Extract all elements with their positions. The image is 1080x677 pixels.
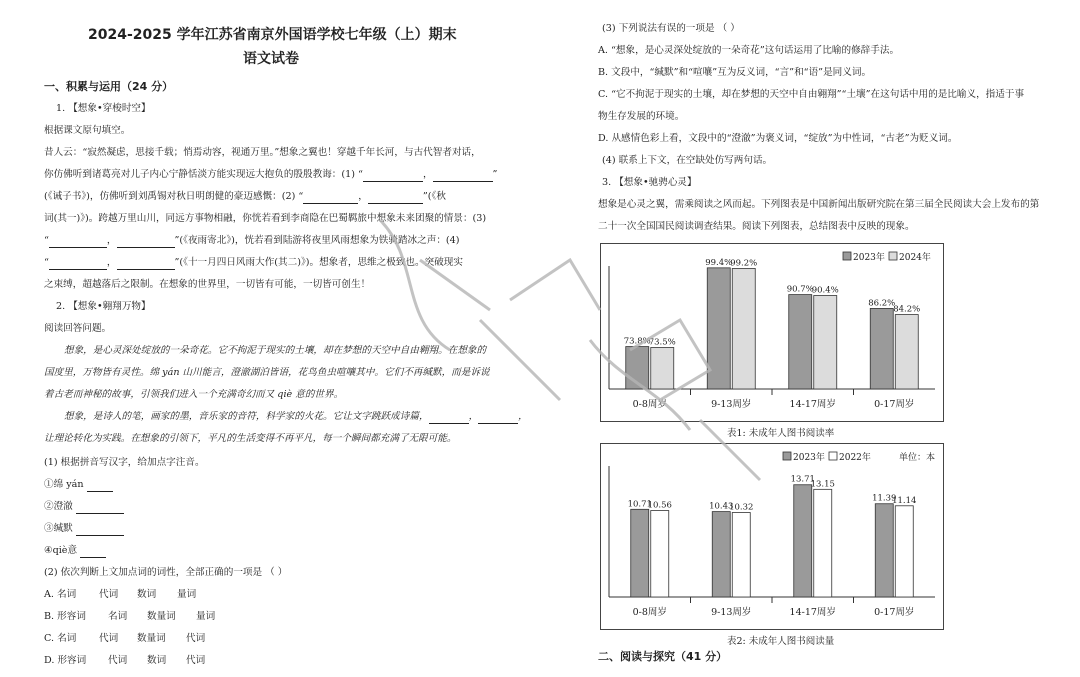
passage-text: 想象，是诗人的笔，画家的墨，音乐家的音符，科学家的火花。它让文字跳跃成诗篇， xyxy=(64,411,429,422)
bar xyxy=(814,296,837,389)
fill-item xyxy=(44,522,124,536)
fill-label: ③缄默 xyxy=(44,523,73,534)
fill-label: ①绵 yán xyxy=(44,479,84,490)
data-label: 99.2% xyxy=(730,258,758,269)
unit-label: 单位：本 xyxy=(898,453,935,463)
section-2-heading: 二、阅读与探究（41 分） xyxy=(598,650,728,663)
answer-blank[interactable] xyxy=(363,171,423,182)
data-label: 73.8% xyxy=(623,336,651,347)
bar xyxy=(789,295,812,389)
option-line[interactable]: D. 从感情色彩上看，文段中的“澄澈”为褒义词，“绽放”为中性词，“古老”为贬义词。 xyxy=(598,133,958,144)
q3-text: 想象是心灵之翼，需乘阅读之风而起。下列图表是中国新闻出版研究院在第三届全民阅读大会上发布的第 xyxy=(598,199,1040,210)
answer-blank[interactable] xyxy=(87,481,113,492)
data-label: 13.71 xyxy=(790,474,815,485)
exam-title: 2024-2025 学年江苏省南京外国语学校七年级（上）期末 xyxy=(88,27,457,43)
option-cell: C. 名词 xyxy=(44,633,77,644)
passage-line: 想象，是诗人的笔，画家的墨，音乐家的音符，科学家的火花。它让文字跳跃成诗篇， ， ， xyxy=(64,411,528,422)
option-cell: 数量词 xyxy=(137,633,166,644)
x-tick-label: 0-17周岁 xyxy=(874,399,915,410)
passage-line: 着古老而神秘的故事，引领我们进入一个充满奇幻而又 qiè 意的世界。 xyxy=(44,389,344,400)
option-row[interactable] xyxy=(44,632,206,646)
chart-1 xyxy=(600,243,944,422)
legend-label: 2024年 xyxy=(899,253,931,263)
x-tick-label: 0-17周岁 xyxy=(874,607,915,618)
bar xyxy=(875,504,893,597)
option-cell: 代词 xyxy=(108,655,128,666)
option-cell: 代词 xyxy=(99,633,119,644)
data-label: 90.4% xyxy=(811,285,839,296)
answer-blank[interactable] xyxy=(429,413,469,424)
answer-blank[interactable] xyxy=(76,525,124,536)
q2-sub2: (2) 依次判断上文加点词的词性，全部正确的一项是 （ ） xyxy=(44,567,288,578)
q3-text: 二十一次全国国民阅读调查结果。阅读下列图表，总结图表中反映的现象。 xyxy=(598,221,915,232)
answer-blank[interactable] xyxy=(76,503,124,514)
bar xyxy=(732,268,755,389)
option-row[interactable] xyxy=(44,588,197,602)
option-line: 物生存发展的环境。 xyxy=(598,111,685,122)
bar xyxy=(651,511,669,597)
fill-item xyxy=(44,544,106,558)
option-cell: A. 名词 xyxy=(44,589,77,600)
option-cell: 代词 xyxy=(186,655,206,666)
bar xyxy=(794,485,812,597)
x-tick-label: 0-8周岁 xyxy=(632,399,667,410)
q3-label: 3. 【想象•驰骋心灵】 xyxy=(602,177,697,188)
answer-blank[interactable] xyxy=(49,259,107,270)
legend-swatch xyxy=(889,252,897,260)
legend-label: 2023年 xyxy=(793,453,825,463)
q1-line: 词(其一)》)。跨越万里山川，同远方事物相融，你恍若看到李商隐在巴蜀羁旅中想象未来团聚的情景：(3) xyxy=(44,213,487,224)
q2-label: 2. 【想象•翱翔万物】 xyxy=(56,301,151,312)
data-label: 13.15 xyxy=(810,479,835,490)
q1-line-text: (《秋 xyxy=(427,191,446,202)
chart-2-svg xyxy=(601,444,943,629)
q1-line: (《诫子书》)，仿佛听到刘禹锡对秋日明朗健的豪迈感慨：(2) “ ， ”(《秋 xyxy=(44,191,446,202)
answer-blank[interactable] xyxy=(49,237,107,248)
q2-sub1: (1) 根据拼音写汉字，给加点字注音。 xyxy=(44,457,205,468)
chart-1-svg xyxy=(601,244,943,421)
q2-sub4: (4) 联系上下文，在空缺处仿写两句话。 xyxy=(602,155,773,166)
bar xyxy=(712,512,730,597)
answer-blank[interactable] xyxy=(433,171,493,182)
option-cell: 量词 xyxy=(196,611,216,622)
data-label: 90.7% xyxy=(786,284,814,295)
legend-swatch xyxy=(843,252,851,260)
q1-line-text: (《诫子书》)，仿佛听到刘禹锡对秋日明朗健的豪迈感慨：(2) “ xyxy=(44,191,304,202)
fill-label: ②澄澈 xyxy=(44,501,73,512)
data-label: 10.56 xyxy=(647,500,672,511)
right-page xyxy=(540,0,1080,677)
q1-line: “ ， ”(《十一月四日风雨大作(其二)》)。想象者，思维之极致也。突破现实 xyxy=(44,257,463,268)
fill-label: ④qiè意 xyxy=(44,545,78,556)
option-cell: 数量词 xyxy=(147,611,176,622)
x-tick-label: 14-17周岁 xyxy=(789,607,836,618)
option-row[interactable] xyxy=(44,610,216,624)
q1-line: “ ， ”(《夜雨寄北》)，恍若看到陆游将夜里风雨想象为铁骑踏冰之声：(4) xyxy=(44,235,460,246)
data-label: 10.43 xyxy=(709,501,734,512)
answer-blank[interactable] xyxy=(368,193,423,204)
fill-item xyxy=(44,500,124,514)
data-label: 86.2% xyxy=(868,298,896,309)
option-cell: 数词 xyxy=(147,655,167,666)
option-line[interactable]: B. 文段中，“缄默”和“喧嚷”互为反义词，“言”和“语”是同义词。 xyxy=(598,67,872,78)
option-cell: 量词 xyxy=(177,589,197,600)
q1-line-text: (《十一月四日风雨大作(其二)》)。想象者，思维之极致也。突破现实 xyxy=(179,257,463,268)
data-label: 73.5% xyxy=(648,337,676,348)
bar xyxy=(895,315,918,389)
chart-2-caption: 表2: 未成年人图书阅读量 xyxy=(727,636,835,647)
answer-blank[interactable] xyxy=(117,259,175,270)
legend-label: 2023年 xyxy=(853,253,885,263)
answer-blank[interactable] xyxy=(80,547,106,558)
bar xyxy=(814,489,832,597)
exam-subtitle: 语文试卷 xyxy=(243,51,299,67)
bar xyxy=(626,347,649,389)
bar xyxy=(895,506,913,597)
option-cell: 名词 xyxy=(108,611,128,622)
answer-blank[interactable] xyxy=(303,193,358,204)
option-cell: 代词 xyxy=(99,589,119,600)
data-label: 84.2% xyxy=(893,304,921,315)
fill-item xyxy=(44,478,113,492)
legend-label: 2022年 xyxy=(839,453,871,463)
data-label: 11.14 xyxy=(892,495,917,506)
option-cell: B. 形容词 xyxy=(44,611,86,622)
legend-swatch xyxy=(783,452,791,460)
q1-line-text: (《夜雨寄北》)，恍若看到陆游将夜里风雨想象为铁骑踏冰之声：(4) xyxy=(179,235,460,246)
bar xyxy=(870,308,893,389)
answer-blank[interactable] xyxy=(117,237,175,248)
passage-line: 想象，是心灵深处绽放的一朵奇花。它不拘泥于现实的土壤，却在梦想的天空中自由翱翔。在想象的 xyxy=(64,345,487,356)
x-tick-label: 9-13周岁 xyxy=(711,607,752,618)
answer-blank[interactable] xyxy=(478,413,518,424)
passage-line: 让理论转化为实践。在想象的引领下，平凡的生活变得不再平凡，每一个瞬间都充满了无限可能。 xyxy=(44,433,457,444)
option-line[interactable]: C. “它不拘泥于现实的土壤，却在梦想的天空中自由翱翔”“土壤”在这句话中用的是比喻义，指适于事 xyxy=(598,89,1025,100)
data-label: 10.71 xyxy=(627,499,652,510)
option-cell: D. 形容词 xyxy=(44,655,87,666)
q1-line: 你仿佛听到诸葛亮对儿子内心宁静恬淡方能实现远大抱负的殷殷教诲：(1) “ ， ” xyxy=(44,169,498,180)
data-label: 99.4% xyxy=(705,257,733,268)
q2-sub3: (3) 下列说法有误的一项是 （ ） xyxy=(602,23,740,34)
bar xyxy=(707,268,730,389)
q1-line: 之束缚，超越落后之限制。在想象的世界里，一切皆有可能，一切皆可创生！ xyxy=(44,279,371,290)
option-line[interactable]: A. “想象，是心灵深处绽放的一朵奇花”这句话运用了比喻的修辞手法。 xyxy=(598,45,900,56)
q1-prompt: 根据课文原句填空。 xyxy=(44,125,131,136)
chart-2 xyxy=(600,443,944,630)
bar xyxy=(651,347,674,389)
x-tick-label: 14-17周岁 xyxy=(789,399,836,410)
option-cell: 数词 xyxy=(137,589,157,600)
legend-swatch xyxy=(829,452,837,460)
data-label: 11.39 xyxy=(872,493,897,504)
q1-line: 昔人云：“寂然凝虑，思接千载；悄焉动容，视通万里。”想象之翼也！穿越千年长河，与古代智者对话， xyxy=(44,147,481,158)
option-cell: 代词 xyxy=(186,633,206,644)
chart-1-caption: 表1: 未成年人图书阅读率 xyxy=(727,428,835,439)
section-1-heading: 一、积累与运用（24 分） xyxy=(44,80,174,93)
x-tick-label: 0-8周岁 xyxy=(632,607,667,618)
q1-line-text: 你仿佛听到诸葛亮对儿子内心宁静恬淡方能实现远大抱负的殷殷教诲：(1) “ xyxy=(44,169,363,180)
data-label: 10.32 xyxy=(729,502,754,513)
bar xyxy=(631,509,649,597)
passage-line: 国度里，万物皆有灵性。绵 yán 山川能言，澄澈湖泊皆语，花鸟鱼虫喧嚷其中。它们不再缄默，而是诉说 xyxy=(44,367,490,378)
bar xyxy=(732,513,750,597)
q1-label: 1. 【想象•穿梭时空】 xyxy=(56,103,151,114)
x-tick-label: 9-13周岁 xyxy=(711,399,752,410)
option-row[interactable] xyxy=(44,654,206,668)
q2-prompt: 阅读回答问题。 xyxy=(44,323,112,334)
